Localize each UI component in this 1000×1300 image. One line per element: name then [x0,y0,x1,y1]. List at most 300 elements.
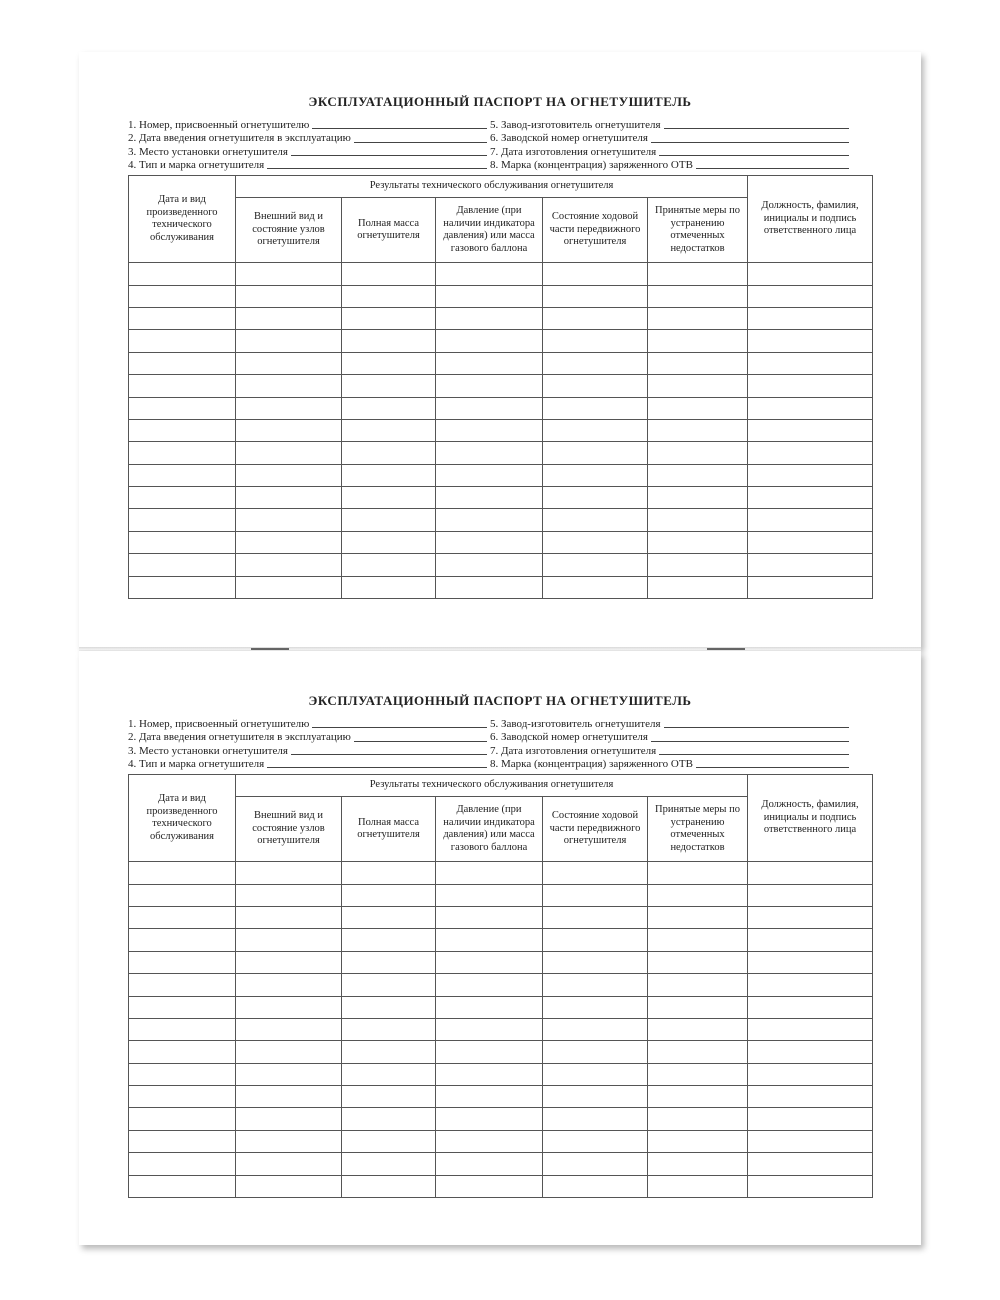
field-fill-line[interactable] [659,154,849,156]
field-fill-line[interactable] [354,141,487,143]
field-label: 2. Дата введения огнетушителя в эксплуатацию [128,731,351,744]
field-fill-line[interactable] [312,726,487,728]
table-row [129,1153,873,1175]
header-pressure: Давление (при наличии индикатора давления) или масса газового баллона [436,198,543,263]
table-cell[interactable] [648,531,748,553]
table-cell[interactable] [748,1130,873,1152]
table-cell[interactable] [236,509,342,531]
table-cell[interactable] [748,554,873,576]
table-cell[interactable] [748,951,873,973]
table-cell[interactable] [129,509,236,531]
table-cell[interactable] [129,487,236,509]
table-cell[interactable] [543,996,648,1018]
table-cell[interactable] [129,1018,236,1040]
table-cell[interactable] [129,884,236,906]
table-cell[interactable] [543,974,648,996]
form-field [490,758,852,771]
table-cell[interactable] [236,974,342,996]
header-chassis-state: Состояние ходовой части передвижного огнетушителя [543,797,648,862]
table-cell[interactable] [543,285,648,307]
table-cell[interactable] [236,330,342,352]
table-cell[interactable] [436,330,543,352]
table-row [129,1175,873,1197]
table-cell[interactable] [236,442,342,464]
table-cell[interactable] [436,951,543,973]
table-cell[interactable] [129,1086,236,1108]
table-cell[interactable] [648,554,748,576]
table-cell[interactable] [436,1041,543,1063]
table-cell[interactable] [236,1153,342,1175]
table-cell[interactable] [648,285,748,307]
table-cell[interactable] [543,929,648,951]
form-field [490,119,852,132]
table-cell[interactable] [543,307,648,329]
table-cell[interactable] [648,974,748,996]
table-cell[interactable] [129,996,236,1018]
table-cell[interactable] [648,1175,748,1197]
table-row [129,487,873,509]
field-fill-line[interactable] [291,753,487,755]
table-cell[interactable] [543,487,648,509]
table-cell[interactable] [342,285,436,307]
table-cell[interactable] [648,929,748,951]
table-row [129,285,873,307]
table-row [129,1108,873,1130]
table-cell[interactable] [129,576,236,598]
table-cell[interactable] [342,1041,436,1063]
table-row [129,397,873,419]
field-fill-line[interactable] [312,127,487,129]
table-cell[interactable] [236,996,342,1018]
table-cell[interactable] [236,464,342,486]
field-label: 7. Дата изготовления огнетушителя [490,744,657,757]
table-cell[interactable] [236,1018,342,1040]
table-cell[interactable] [648,375,748,397]
table-cell[interactable] [436,375,543,397]
table-cell[interactable] [129,397,236,419]
table-cell[interactable] [236,1063,342,1085]
table-cell[interactable] [748,397,873,419]
table-cell[interactable] [236,285,342,307]
table-cell[interactable] [236,576,342,598]
table-cell[interactable] [748,1041,873,1063]
table-cell[interactable] [342,531,436,553]
table-cell[interactable] [543,906,648,928]
field-label: 7. Дата изготовления огнетушителя [490,145,657,158]
table-cell[interactable] [648,951,748,973]
table-cell[interactable] [436,862,543,884]
passport-title: ЭКСПЛУАТАЦИОННЫЙ ПАСПОРТ НА ОГНЕТУШИТЕЛЬ [308,693,692,708]
field-label: 4. Тип и марка огнетушителя [128,158,265,171]
table-cell[interactable] [543,1063,648,1085]
table-cell[interactable] [648,464,748,486]
table-cell[interactable] [436,1086,543,1108]
table-cell[interactable] [543,862,648,884]
table-cell[interactable] [543,263,648,285]
table-row [129,375,873,397]
maintenance-table [128,175,873,599]
table-cell[interactable] [543,531,648,553]
table-cell[interactable] [236,397,342,419]
header-total-mass: Полная масса огнетушителя [342,198,436,263]
table-cell[interactable] [543,442,648,464]
table-cell[interactable] [748,929,873,951]
sheet-content [128,94,872,599]
field-label: 1. Номер, присвоенный огнетушителю [128,119,310,131]
table-cell[interactable] [436,464,543,486]
table-cell[interactable] [436,1108,543,1130]
table-row [129,951,873,973]
table-row [129,352,873,374]
table-cell[interactable] [342,1086,436,1108]
table-cell[interactable] [129,1108,236,1130]
form-field [490,159,852,172]
fields-left-column [128,718,490,771]
table-cell[interactable] [342,554,436,576]
table-cell[interactable] [748,1086,873,1108]
table-row [129,576,873,598]
table-cell[interactable] [648,1041,748,1063]
table-row [129,906,873,928]
field-label: 4. Тип и марка огнетушителя [128,757,265,770]
table-cell[interactable] [236,554,342,576]
table-cell[interactable] [543,1041,648,1063]
header-results-group: Результаты технического обслуживания огнетушителя [236,775,748,797]
form-field [128,745,490,758]
table-cell[interactable] [648,884,748,906]
table-cell[interactable] [342,929,436,951]
table-cell[interactable] [129,554,236,576]
table-cell[interactable] [748,464,873,486]
table-cell[interactable] [748,1153,873,1175]
form-field [128,119,490,132]
table-cell[interactable] [648,307,748,329]
table-cell[interactable] [748,509,873,531]
table-cell[interactable] [342,884,436,906]
table-cell[interactable] [436,906,543,928]
form-field [490,132,852,145]
table-cell[interactable] [236,352,342,374]
table-cell[interactable] [436,1130,543,1152]
table-cell[interactable] [748,307,873,329]
table-cell[interactable] [236,1175,342,1197]
field-label: 6. Заводской номер огнетушителя [490,132,648,145]
table-cell[interactable] [648,1130,748,1152]
table-cell[interactable] [129,442,236,464]
table-cell[interactable] [342,974,436,996]
table-row [129,929,873,951]
table-cell[interactable] [342,1018,436,1040]
table-row [129,1086,873,1108]
table-row [129,884,873,906]
field-label: 6. Заводской номер огнетушителя [490,731,648,744]
table-cell[interactable] [748,330,873,352]
table-cell[interactable] [648,996,748,1018]
field-label: 2. Дата введения огнетушителя в эксплуатацию [128,132,351,145]
table-row [129,554,873,576]
table-cell[interactable] [748,1175,873,1197]
table-cell[interactable] [129,307,236,329]
form-field [128,132,490,145]
passport-title: ЭКСПЛУАТАЦИОННЫЙ ПАСПОРТ НА ОГНЕТУШИТЕЛЬ [308,94,692,109]
table-cell[interactable] [342,1153,436,1175]
table-row [129,862,873,884]
header-date-type: Дата и вид произведенного технического обслуживания [129,775,236,862]
field-fill-line[interactable] [651,740,849,742]
table-row [129,442,873,464]
table-cell[interactable] [129,330,236,352]
table-cell[interactable] [648,263,748,285]
staple-right [707,648,745,650]
table-cell[interactable] [342,1130,436,1152]
table-cell[interactable] [748,487,873,509]
table-cell[interactable] [648,1153,748,1175]
table-cell[interactable] [748,974,873,996]
table-cell[interactable] [543,1130,648,1152]
field-label: 1. Номер, присвоенный огнетушителю [128,718,310,730]
table-cell[interactable] [543,419,648,441]
table-cell[interactable] [543,464,648,486]
table-cell[interactable] [436,884,543,906]
table-cell[interactable] [648,487,748,509]
table-cell[interactable] [748,531,873,553]
table-cell[interactable] [748,862,873,884]
field-label: 3. Место установки огнетушителя [128,744,288,757]
header-measures-taken: Принятые меры по устранению отмеченных недостатков [648,797,748,862]
table-cell[interactable] [342,330,436,352]
table-cell[interactable] [342,996,436,1018]
table-cell[interactable] [436,285,543,307]
table-row [129,263,873,285]
table-cell[interactable] [342,487,436,509]
table-row [129,419,873,441]
table-cell[interactable] [342,951,436,973]
table-cell[interactable] [236,307,342,329]
header-appearance: Внешний вид и состояние узлов огнетушителя [236,198,342,263]
table-cell[interactable] [543,1108,648,1130]
table-cell[interactable] [129,906,236,928]
table-cell[interactable] [543,951,648,973]
form-field [490,745,852,758]
table-cell[interactable] [543,330,648,352]
table-cell[interactable] [342,906,436,928]
table-cell[interactable] [748,263,873,285]
table-cell[interactable] [748,1108,873,1130]
table-cell[interactable] [543,1018,648,1040]
table-cell[interactable] [748,996,873,1018]
table-cell[interactable] [129,285,236,307]
table-cell[interactable] [129,1041,236,1063]
sheet-content [128,693,872,1198]
table-cell[interactable] [129,464,236,486]
table-cell[interactable] [129,1130,236,1152]
table-cell[interactable] [236,906,342,928]
table-cell[interactable] [748,375,873,397]
passport-sheet-bottom [79,651,921,1245]
table-cell[interactable] [436,419,543,441]
table-cell[interactable] [436,974,543,996]
form-field [128,159,490,172]
table-cell[interactable] [436,1175,543,1197]
table-cell[interactable] [648,1063,748,1085]
table-row [129,330,873,352]
table-cell[interactable] [342,509,436,531]
table-cell[interactable] [748,884,873,906]
table-cell[interactable] [648,397,748,419]
table-cell[interactable] [342,397,436,419]
table-cell[interactable] [129,419,236,441]
table-cell[interactable] [342,464,436,486]
form-field [490,146,852,159]
table-cell[interactable] [236,487,342,509]
table-cell[interactable] [129,263,236,285]
table-cell[interactable] [648,862,748,884]
table-cell[interactable] [543,397,648,419]
table-cell[interactable] [236,1086,342,1108]
table-cell[interactable] [436,442,543,464]
field-fill-line[interactable] [659,753,849,755]
table-cell[interactable] [342,375,436,397]
header-responsible-person: Должность, фамилия, инициалы и подпись ответственного лица [748,775,873,862]
table-cell[interactable] [342,1175,436,1197]
header-results-group: Результаты технического обслуживания огнетушителя [236,176,748,198]
table-cell[interactable] [648,442,748,464]
table-cell[interactable] [129,1153,236,1175]
table-cell[interactable] [748,442,873,464]
table-cell[interactable] [543,576,648,598]
table-cell[interactable] [342,862,436,884]
table-cell[interactable] [436,509,543,531]
table-cell[interactable] [129,1063,236,1085]
table-row [129,509,873,531]
field-fill-line[interactable] [664,127,849,129]
table-cell[interactable] [342,442,436,464]
table-cell[interactable] [342,307,436,329]
form-field [128,731,490,744]
table-cell[interactable] [129,862,236,884]
table-cell[interactable] [436,1153,543,1175]
table-cell[interactable] [236,884,342,906]
table-cell[interactable] [129,951,236,973]
table-cell[interactable] [648,1018,748,1040]
table-cell[interactable] [543,1086,648,1108]
table-cell[interactable] [543,375,648,397]
table-cell[interactable] [748,1063,873,1085]
table-cell[interactable] [436,397,543,419]
table-cell[interactable] [748,576,873,598]
table-cell[interactable] [436,996,543,1018]
table-cell[interactable] [436,531,543,553]
field-fill-line[interactable] [651,141,849,143]
table-cell[interactable] [748,419,873,441]
header-measures-taken: Принятые меры по устранению отмеченных недостатков [648,198,748,263]
table-cell[interactable] [236,263,342,285]
table-cell[interactable] [236,375,342,397]
table-cell[interactable] [648,352,748,374]
table-cell[interactable] [648,1086,748,1108]
table-cell[interactable] [129,531,236,553]
table-cell[interactable] [129,352,236,374]
table-cell[interactable] [543,554,648,576]
table-cell[interactable] [436,263,543,285]
table-cell[interactable] [436,929,543,951]
table-cell[interactable] [342,576,436,598]
table-cell[interactable] [648,330,748,352]
table-row [129,1041,873,1063]
table-cell[interactable] [129,375,236,397]
table-cell[interactable] [748,906,873,928]
field-fill-line[interactable] [696,167,849,169]
table-cell[interactable] [342,263,436,285]
table-cell[interactable] [436,352,543,374]
field-fill-line[interactable] [354,740,487,742]
table-cell[interactable] [236,531,342,553]
table-cell[interactable] [543,352,648,374]
field-fill-line[interactable] [664,726,849,728]
table-cell[interactable] [236,1041,342,1063]
field-label: 8. Марка (концентрация) заряженного ОТВ [490,158,693,171]
table-cell[interactable] [436,576,543,598]
table-cell[interactable] [236,929,342,951]
table-cell[interactable] [129,929,236,951]
table-cell[interactable] [129,974,236,996]
form-field [490,731,852,744]
table-cell[interactable] [648,1108,748,1130]
table-cell[interactable] [342,352,436,374]
table-cell[interactable] [648,509,748,531]
table-cell[interactable] [342,419,436,441]
passport-fields [128,119,872,172]
field-fill-line[interactable] [267,766,487,768]
table-cell[interactable] [543,509,648,531]
table-cell[interactable] [748,1018,873,1040]
table-cell[interactable] [236,1130,342,1152]
table-cell[interactable] [543,1153,648,1175]
table-cell[interactable] [648,906,748,928]
fields-right-column [490,718,852,771]
table-row [129,1063,873,1085]
table-cell[interactable] [436,1018,543,1040]
table-cell[interactable] [436,307,543,329]
table-cell[interactable] [236,862,342,884]
table-row [129,996,873,1018]
field-fill-line[interactable] [267,167,487,169]
field-fill-line[interactable] [291,154,487,156]
table-cell[interactable] [543,1175,648,1197]
form-field [128,758,490,771]
table-cell[interactable] [342,1063,436,1085]
table-cell[interactable] [236,951,342,973]
table-cell[interactable] [436,487,543,509]
field-fill-line[interactable] [696,766,849,768]
table-cell[interactable] [236,419,342,441]
table-cell[interactable] [436,554,543,576]
table-cell[interactable] [648,419,748,441]
table-cell[interactable] [236,1108,342,1130]
table-cell[interactable] [748,352,873,374]
table-cell[interactable] [342,1108,436,1130]
table-row [129,1130,873,1152]
field-label: 5. Завод-изготовитель огнетушителя [490,718,661,730]
header-chassis-state: Состояние ходовой части передвижного огнетушителя [543,198,648,263]
table-cell[interactable] [648,576,748,598]
header-date-type: Дата и вид произведенного технического обслуживания [129,176,236,263]
table-cell[interactable] [436,1063,543,1085]
table-cell[interactable] [129,1175,236,1197]
table-row [129,307,873,329]
table-cell[interactable] [748,285,873,307]
table-cell[interactable] [543,884,648,906]
